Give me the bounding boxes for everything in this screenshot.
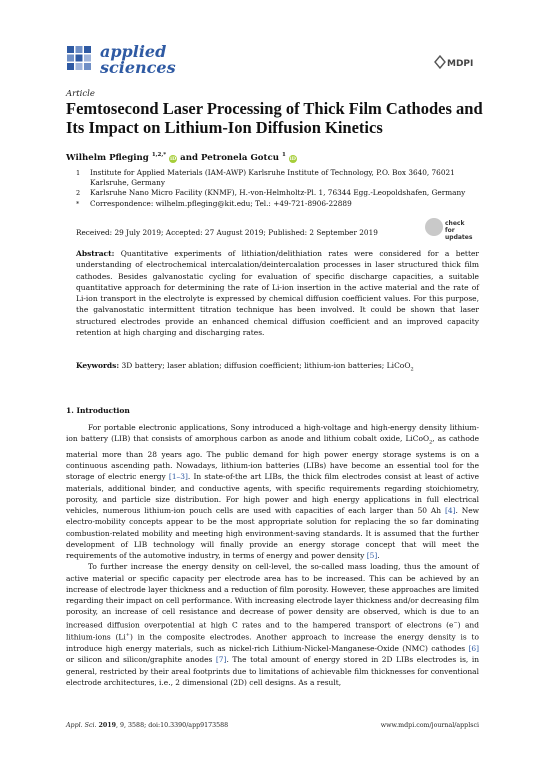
citation-link[interactable]: [5] xyxy=(366,551,378,561)
citation-link[interactable]: [1–3] xyxy=(168,472,188,482)
author-conjunction: and xyxy=(177,152,201,163)
author-list xyxy=(66,152,297,163)
journal-name-line2: sciences xyxy=(100,58,176,77)
journal-name-line1: applied xyxy=(100,42,167,61)
paragraph: To further increase the energy density on cell-level, the so-called mass loading, thus the amount of active material or specific capacity per electrode area has to be increased. This can be achieved by an increase of electrode layer thickness and a reduction of film porosity. However, these approaches are limited regarding their impact on cell performance. With increasing electrode layer thickness and/or decreasing film porosity, an increase of cell resistance and decrease of power density are observed, which is due to an increased diffusion overpotential at high C rates and to the hampered transport of electrons (e−) and lithium-ions (Li+) in the composite electrodes. Another approach to increase the energy density is to introduce high energy materials, such as nickel-rich Lithium-Nickel-Manganese-Oxide (NMC) cathodes [6] or silicon and silicon/graphite anodes [7]. The total amount of energy stored in 2D LIBs electrodes is, in general, restricted by their areal footprints due to limitations of achievable film thicknesses for conventional electrode architectures, i.e., 2 dimensional (2D) cell designs. As a result, xyxy=(66,562,480,687)
citation-link[interactable]: [7] xyxy=(215,655,227,665)
author-name: Wilhelm Pfleging xyxy=(66,152,149,163)
affiliations xyxy=(76,168,476,209)
citation-link[interactable]: [4] xyxy=(444,506,456,516)
article-type: Article xyxy=(66,89,95,99)
affiliation-text: Institute for Applied Materials (IAM-AWP) Karlsruhe Institute of Technology, P.O. Box 3640, 76021 Karlsruhe, Germany xyxy=(90,168,455,188)
publisher-logo xyxy=(434,55,474,69)
mdpi-logo-icon xyxy=(434,55,474,69)
affiliation-item xyxy=(76,188,476,198)
keywords xyxy=(76,361,479,373)
affiliation-marker: * xyxy=(76,199,80,208)
affiliation-marker: 2 xyxy=(76,189,81,198)
body-text xyxy=(66,422,479,688)
citation-link[interactable]: [6] xyxy=(468,644,479,654)
keywords-label: Keywords: xyxy=(76,361,120,370)
check-updates-line2: updates xyxy=(445,234,473,241)
author-affiliation-marker: 1,2,* xyxy=(151,152,167,158)
correspondence-text: Correspondence: wilhelm.pfleging@kit.edu; Tel.: +49-721-8906-22889 xyxy=(90,198,352,208)
page-footer xyxy=(66,722,479,729)
orcid-icon[interactable]: iD xyxy=(289,155,296,162)
paragraph: For portable electronic applications, Sony introduced a high-voltage and high-energy density lithium-ion battery (LIB) that consists of amorphous carbon as anode and lithium cobalt oxide, LiCoO$_2$, as cathode material more than 28 years ago. The public demand for high power energy storage systems is on a continuous ascending path. Nowadays, lithium-ion batteries (LIBs) have become an essential tool for the storage of electric energy [1–3]. In state-of-the art LIBs, the thick film electrodes consist at least of active materials, additional binder, and conductive agents, with specific requirements regarding stoichiometry, porosity, and particle size distribution. For high power and high energy applications in full electrical vehicles, numerous lithium-ion pouch cells are used with capacities of each larger than 50 Ah [4]. New electro-mobility concepts appear to be the most appropriate solution for replacing the so far dominating combustion-related mobility and meeting high environment-saving standards. It is assumed that the further development of LIB technology will finally provide an energy storage concept that will meet the requirements of the automotive industry, in terms of energy and power density [5]. xyxy=(66,423,480,561)
keywords-subscript: 2 xyxy=(410,366,414,373)
journal-logo-icon xyxy=(66,45,92,71)
paper-title: Femtosecond Laser Processing of Thick Film Cathodes and Its Impact on Lithium-Ion Diffusion Kinetics xyxy=(66,99,483,137)
publisher-name: MDPI xyxy=(447,59,474,69)
abstract-text: Quantitative experiments of lithiation/delithiation rates were considered for a better understanding of electrochemical intercalation/deintercalation processes in laser structured thick film cathodes. Besides galvanostatic cycling for evaluation of specific discharge capacities, a suitable quantitative approach for determining the rate of Li-ion insertion in the active material and the rate of Li-ion transport in the electrolyte is expressed by chemical diffusion coefficient values. For this purpose, the galvanostatic intermittent titration technique has been involved. It could be shown that laser structured electrodes provide an enhanced chemical diffusion coefficient and an improved capacity retention at high charging and discharging rates. xyxy=(76,249,479,337)
publication-dates: Received: 29 July 2019; Accepted: 27 August 2019; Published: 2 September 2019 xyxy=(76,228,378,237)
affiliation-marker: 1 xyxy=(76,169,81,177)
keywords-text: 3D battery; laser ablation; diffusion coefficient; lithium-ion batteries; LiCoO xyxy=(121,361,411,370)
journal-logo xyxy=(66,43,266,79)
abstract xyxy=(76,248,479,338)
orcid-icon[interactable]: iD xyxy=(170,155,177,162)
author-affiliation-marker: 1 xyxy=(282,152,286,158)
affiliation-item xyxy=(76,168,476,188)
section-heading: 1. Introduction xyxy=(66,406,130,415)
author-name: Petronela Gotcu xyxy=(201,152,279,163)
check-for-updates-icon xyxy=(425,218,443,236)
abstract-label: Abstract: xyxy=(76,249,115,258)
footer-citation: Appl. Sci. 2019, 9, 3588; doi:10.3390/app9173588 xyxy=(66,722,229,729)
check-updates-line1: check for xyxy=(445,220,465,234)
affiliation-text: Karlsruhe Nano Micro Facility (KNMF), H.-von-Helmholtz-Pl. 1, 76344 Egg.-Leopoldshafen, Germany xyxy=(90,188,466,198)
affiliation-item xyxy=(76,199,476,209)
check-for-updates-badge[interactable] xyxy=(425,216,473,240)
footer-url[interactable]: www.mdpi.com/journal/applsci xyxy=(380,722,479,729)
